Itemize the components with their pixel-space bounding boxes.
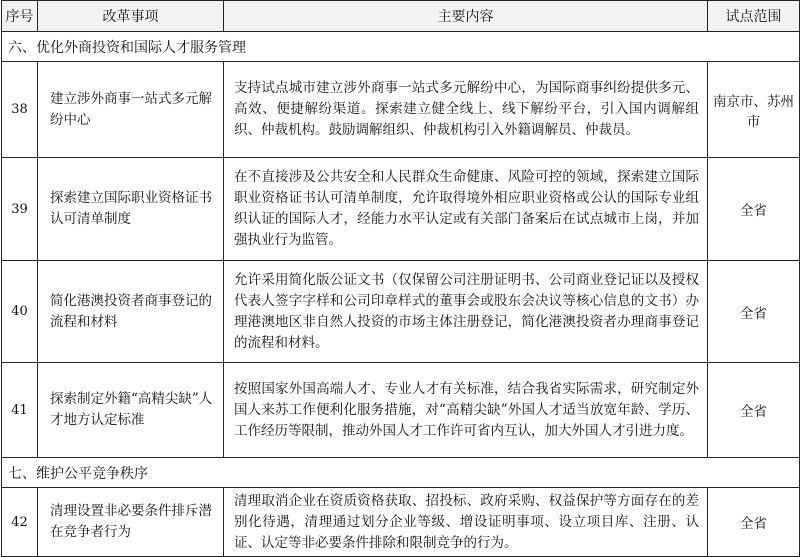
header-no: 序号 xyxy=(2,1,38,32)
row-no: 41 xyxy=(2,363,38,458)
row-no: 42 xyxy=(2,488,38,557)
table-row xyxy=(2,158,800,261)
section-row xyxy=(2,32,800,62)
row-item: 简化港澳投资者商事登记的流程和材料 xyxy=(38,261,224,363)
row-item: 探索制定外籍“高精尖缺”人才地方认定标准 xyxy=(38,363,224,458)
row-item: 建立涉外商事一站式多元解纷中心 xyxy=(38,62,224,158)
table-row xyxy=(2,363,800,458)
table-row xyxy=(2,261,800,363)
section-title: 七、维护公平竞争秩序 xyxy=(2,458,800,488)
table-row xyxy=(2,62,800,158)
row-content: 按照国家外国高端人才、专业人才有关标准，结合我省实际需求，研究制定外国人来苏工作便利化服务措施，对“高精尖缺”外国人才适当放宽年龄、学历、工作经历等限制，推动外国人才工作许可省内互认，加大外国人才引进力度。 xyxy=(224,363,708,458)
table-header-row xyxy=(2,1,800,32)
section-row xyxy=(2,458,800,488)
header-content: 主要内容 xyxy=(224,1,708,32)
row-content: 支持试点城市建立涉外商事一站式多元解纷中心，为国际商事纠纷提供多元、高效、便捷解纷渠道。探索建立健全线上、线下解纷平台，引入国内调解组织、仲裁机构。鼓励调解组织、仲裁机构引入外籍调解员、仲裁员。 xyxy=(224,62,708,158)
row-no: 38 xyxy=(2,62,38,158)
table-row xyxy=(2,488,800,557)
row-item: 探索建立国际职业资格证书认可清单制度 xyxy=(38,158,224,261)
row-scope: 全省 xyxy=(708,261,800,363)
reform-items-table xyxy=(1,0,800,557)
row-item: 清理设置非必要条件排斥潜在竞争者行为 xyxy=(38,488,224,557)
row-scope: 全省 xyxy=(708,363,800,458)
row-scope: 南京市、苏州市 xyxy=(708,62,800,158)
header-scope: 试点范围 xyxy=(708,1,800,32)
row-content: 允许采用简化版公证文书（仅保留公司注册证明书、公司商业登记证以及授权代表人签字字样和公司印章样式的董事会或股东会决议等核心信息的文书）办理港澳地区非自然人投资的市场主体注册登记，简化港澳投资者办理商事登记的流程和材料。 xyxy=(224,261,708,363)
section-title: 六、优化外商投资和国际人才服务管理 xyxy=(2,32,800,62)
row-no: 40 xyxy=(2,261,38,363)
row-scope: 全省 xyxy=(708,158,800,261)
header-item: 改革事项 xyxy=(38,1,224,32)
row-content: 在不直接涉及公共安全和人民群众生命健康、风险可控的领域，探索建立国际职业资格证书认可清单制度，允许取得境外相应职业资格或公认的国际专业组织认证的国际人才，经能力水平认定或有关部门备案后在试点城市上岗，并加强执业行为监管。 xyxy=(224,158,708,261)
row-no: 39 xyxy=(2,158,38,261)
row-scope: 全省 xyxy=(708,488,800,557)
row-content: 清理取消企业在资质资格获取、招投标、政府采购、权益保护等方面存在的差别化待遇，清理通过划分企业等级、增设证明事项、设立项目库、注册、认证、认定等非必要条件排除和限制竞争的行为。 xyxy=(224,488,708,557)
